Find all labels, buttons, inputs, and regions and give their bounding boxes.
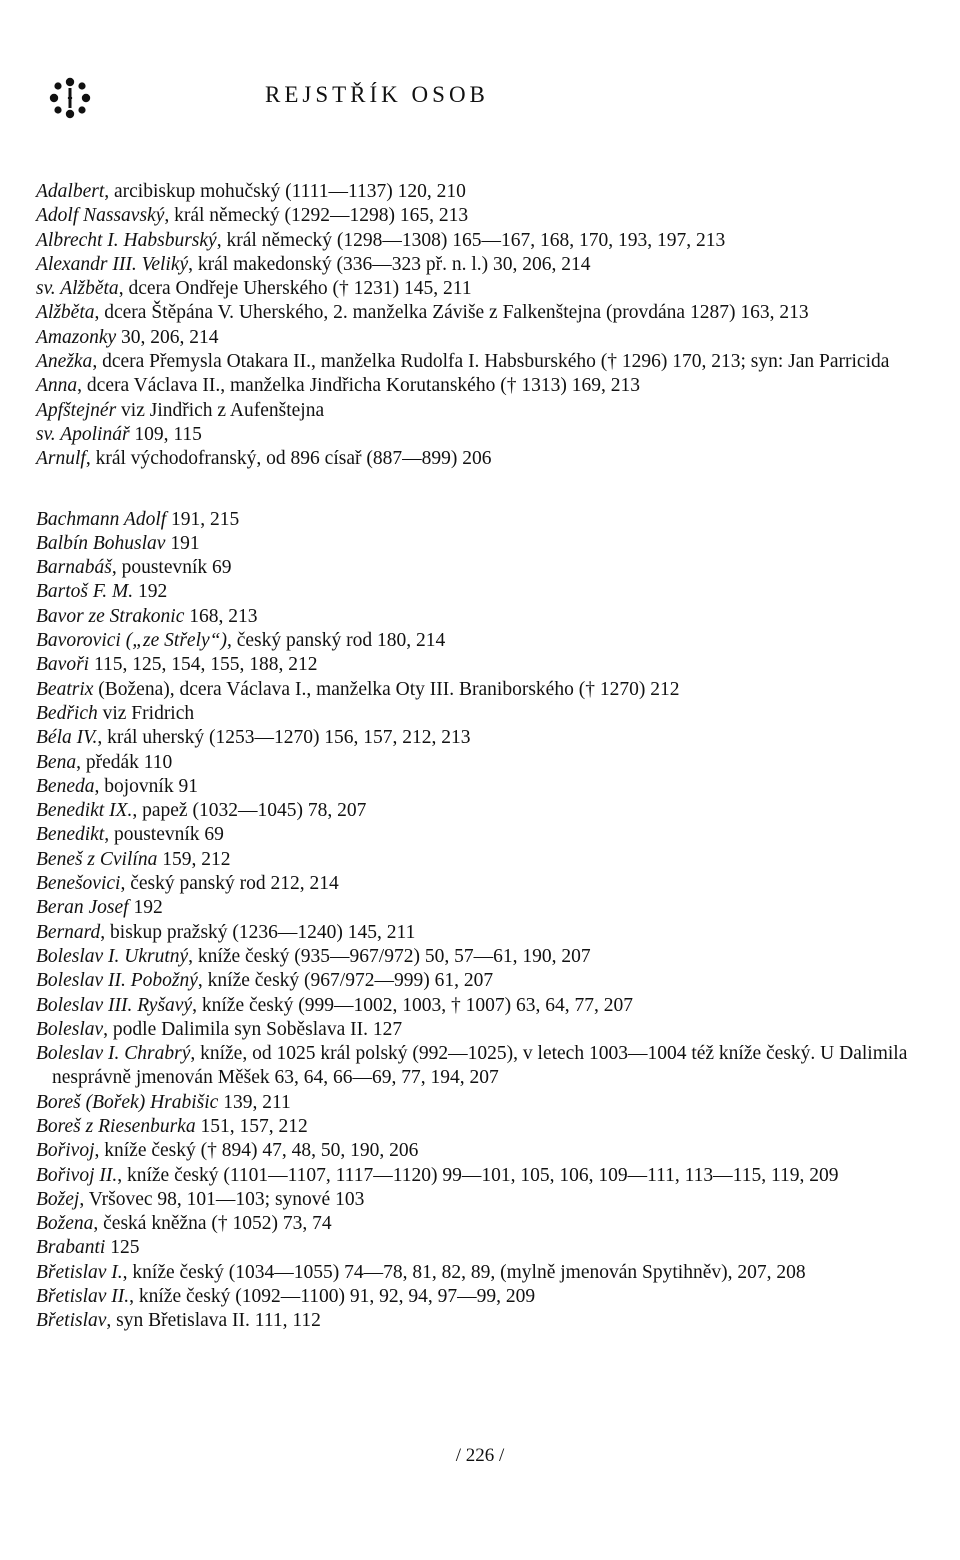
entry-name: Amazonky — [36, 326, 117, 348]
entry-details: , kníže český (1092—1100) 91, 92, 94, 97—99, 209 — [129, 1286, 536, 1308]
entry-name: Béla IV. — [36, 727, 98, 749]
index-entry — [36, 653, 936, 677]
entry-name: Boreš (Bořek) Hrabišic — [36, 1091, 219, 1113]
entry-details: 192 — [128, 897, 163, 919]
index-entry — [36, 629, 936, 653]
entry-details: , král východofranský, od 896 císař (887—899) 206 — [85, 448, 492, 470]
index-entry — [36, 1164, 936, 1188]
index-entry — [36, 775, 936, 799]
entry-name: Bedřich — [36, 702, 98, 724]
entry-name: Bavoři — [36, 654, 90, 676]
index-entry — [36, 1188, 936, 1212]
floral-ornament-icon — [48, 76, 92, 120]
index-entry — [36, 350, 936, 374]
entry-name: Bartoš F. M. — [36, 581, 134, 603]
entry-name: Bavor ze Strakonic — [36, 605, 185, 627]
entry-details: , král makedonský (336—323 př. n. l.) 30, 206, 214 — [188, 253, 591, 275]
index-entry — [36, 229, 936, 253]
entry-name: Alexandr III. Veliký — [36, 253, 189, 275]
entry-details: 115, 125, 154, 155, 188, 212 — [89, 654, 318, 676]
index-entry — [36, 326, 936, 350]
index-entry — [36, 872, 936, 896]
index-entry — [36, 1309, 936, 1333]
index-entry — [36, 1042, 936, 1091]
index-entry — [36, 1018, 936, 1042]
index-entry — [36, 896, 936, 920]
entry-details: 139, 211 — [218, 1091, 291, 1113]
entry-name: Bernard — [36, 921, 101, 943]
entry-name: Břetislav II. — [36, 1286, 130, 1308]
entry-details: 192 — [133, 581, 168, 603]
index-section-a — [36, 180, 936, 472]
entry-details: , král uherský (1253—1270) 156, 157, 212, 213 — [97, 727, 471, 749]
index-entry — [36, 1285, 936, 1309]
entry-details: , český panský rod 180, 214 — [226, 630, 446, 652]
index-entry — [36, 301, 936, 325]
index-entry — [36, 447, 936, 471]
entry-name: Albrecht I. Habsburský — [36, 229, 217, 251]
index-entry — [36, 1236, 936, 1260]
entry-details: 191, 215 — [166, 508, 240, 530]
page-number: / 226 / — [455, 1445, 505, 1466]
index-entry — [36, 921, 936, 945]
entry-name: Apfštejnér — [36, 399, 117, 421]
entry-name: Boreš z Riesenburka — [36, 1115, 196, 1137]
index-entry — [36, 1091, 936, 1115]
entry-name: Boleslav — [36, 1018, 104, 1040]
entry-details: 30, 206, 214 — [116, 326, 219, 348]
entry-details: , kníže český (1101—1107, 1117—1120) 99—101, 105, 106, 109—111, 113—115, 119, 209 — [117, 1164, 839, 1186]
entry-details: , kníže český (935—967/972) 50, 57—61, 190, 207 — [188, 945, 591, 967]
entry-name: Benedikt IX. — [36, 800, 133, 822]
entry-details: , syn Břetislava II. 111, 112 — [106, 1310, 321, 1332]
entry-name: Bena — [36, 751, 77, 773]
entry-details: 151, 157, 212 — [195, 1115, 308, 1137]
entry-name: Beneš z Cvilína — [36, 848, 158, 870]
entry-name: Bavorovici („ze Střely“) — [36, 630, 227, 652]
entry-details: 168, 213 — [184, 605, 258, 627]
entry-name: Adalbert — [36, 181, 105, 202]
entry-name: Benedikt — [36, 824, 105, 846]
entry-details: , Vršovec 98, 101—103; synové 103 — [79, 1188, 365, 1210]
entry-details: , předák 110 — [76, 751, 173, 773]
entry-details: 125 — [105, 1237, 140, 1259]
entry-details: , kníže český (967/972—999) 61, 207 — [197, 970, 494, 992]
entry-name: Boleslav I. Chrabrý — [36, 1043, 191, 1065]
entry-name: Beatrix — [36, 678, 94, 700]
index-entry — [36, 994, 936, 1018]
index-entry — [36, 580, 936, 604]
entry-name: Bořivoj II. — [36, 1164, 118, 1186]
entry-details: viz Jindřich z Aufenštejna — [116, 399, 325, 421]
entry-details: , král německý (1292—1298) 165, 213 — [164, 205, 469, 227]
entry-details: , dcera Ondřeje Uherského († 1231) 145, 211 — [118, 278, 472, 300]
entry-details: , papež (1032—1045) 78, 207 — [132, 800, 367, 822]
entry-name: Beran Josef — [36, 897, 129, 919]
entry-name: Anežka — [36, 351, 93, 373]
entry-name: Bachmann Adolf — [36, 508, 167, 530]
index-entry — [36, 374, 936, 398]
entry-details: , kníže český († 894) 47, 48, 50, 190, 206 — [94, 1140, 419, 1162]
entry-details: , česká kněžna († 1052) 73, 74 — [93, 1213, 332, 1235]
entry-name: Božej — [36, 1188, 80, 1210]
entry-name: Boleslav II. Pobožný — [36, 970, 198, 992]
index-entries — [36, 180, 936, 1334]
entry-details: , arcibiskup mohučský (1111—1137) 120, 210 — [104, 181, 466, 202]
entry-name: Boleslav I. Ukrutný — [36, 945, 189, 967]
index-entry — [36, 945, 936, 969]
entry-details: , kníže český (1034—1055) 74—78, 81, 82, 89, (mylně jmenován Spytihněv), 207, 208 — [122, 1261, 806, 1283]
entry-name: Boleslav III. Ryšavý — [36, 994, 193, 1016]
index-entry — [36, 508, 936, 532]
entry-details: , biskup pražský (1236—1240) 145, 211 — [100, 921, 416, 943]
entry-details: (Božena), dcera Václava I., manželka Oty III. Braniborského († 1270) 212 — [93, 678, 680, 700]
entry-name: Alžběta — [36, 302, 95, 324]
entry-details: 159, 212 — [157, 848, 231, 870]
entry-details: , dcera Štěpána V. Uherského, 2. manželka Záviše z Falkenštejna (provdána 1287) 163, 213 — [94, 302, 809, 324]
entry-name: Beneda — [36, 775, 95, 797]
index-entry — [36, 799, 936, 823]
entry-details: 191 — [165, 532, 200, 554]
entry-name: Barnabáš — [36, 557, 112, 579]
index-entry — [36, 1212, 936, 1236]
entry-name: Břetislav — [36, 1310, 107, 1332]
index-entry — [36, 532, 936, 556]
entry-details: 109, 115 — [129, 423, 202, 445]
index-entry — [36, 969, 936, 993]
page-title: REJSTŘÍK OSOB — [265, 82, 489, 107]
entry-name: Brabanti — [36, 1237, 106, 1259]
entry-details: , český panský rod 212, 214 — [120, 873, 339, 895]
index-entry — [36, 751, 936, 775]
index-entry — [36, 726, 936, 750]
entry-details: , kníže, od 1025 král polský (992—1025), v letech 1003—1004 též kníže český. U Dalimila nesprávně jmenován Měšek 63, 64, 66—69, 77, 194, 207 — [52, 1043, 908, 1089]
entry-name: Bořivoj — [36, 1140, 95, 1162]
entry-name: Anna — [36, 375, 78, 397]
entry-name: sv. Alžběta — [36, 278, 119, 300]
index-entry — [36, 678, 936, 702]
entry-name: Balbín Bohuslav — [36, 532, 166, 554]
entry-details: , kníže český (999—1002, 1003, † 1007) 63, 64, 77, 207 — [192, 994, 633, 1016]
index-entry — [36, 1261, 936, 1285]
entry-name: Arnulf — [36, 448, 86, 470]
entry-name: sv. Apolinář — [36, 423, 130, 445]
index-entry — [36, 399, 936, 423]
index-entry — [36, 848, 936, 872]
entry-details: , bojovník 91 — [94, 775, 198, 797]
page-header — [48, 72, 928, 122]
index-entry — [36, 702, 936, 726]
index-entry — [36, 204, 936, 228]
index-entry — [36, 277, 936, 301]
entry-name: Božena — [36, 1213, 94, 1235]
entry-details: , poustevník 69 — [111, 557, 232, 579]
index-entry — [36, 253, 936, 277]
index-entry — [36, 823, 936, 847]
entry-details: viz Fridrich — [97, 702, 195, 724]
entry-details: , král německý (1298—1308) 165—167, 168, 170, 193, 197, 213 — [216, 229, 726, 251]
entry-details: , dcera Přemysla Otakara II., manželka Rudolfa I. Habsburského († 1296) 170, 213; syn: Jan Parricida — [92, 351, 890, 373]
index-entry — [36, 605, 936, 629]
index-entry — [36, 1115, 936, 1139]
index-entry — [36, 556, 936, 580]
entry-name: Břetislav I. — [36, 1261, 123, 1283]
index-entry — [36, 180, 936, 204]
index-entry — [36, 1139, 936, 1163]
entry-details: , dcera Václava II., manželka Jindřicha Korutanského († 1313) 169, 213 — [77, 375, 640, 397]
entry-name: Benešovici — [36, 873, 121, 895]
entry-details: , podle Dalimila syn Soběslava II. 127 — [103, 1018, 403, 1040]
index-entry — [36, 423, 936, 447]
index-section-b — [36, 508, 936, 1334]
entry-name: Adolf Nassavský — [36, 205, 165, 227]
entry-details: , poustevník 69 — [104, 824, 224, 846]
